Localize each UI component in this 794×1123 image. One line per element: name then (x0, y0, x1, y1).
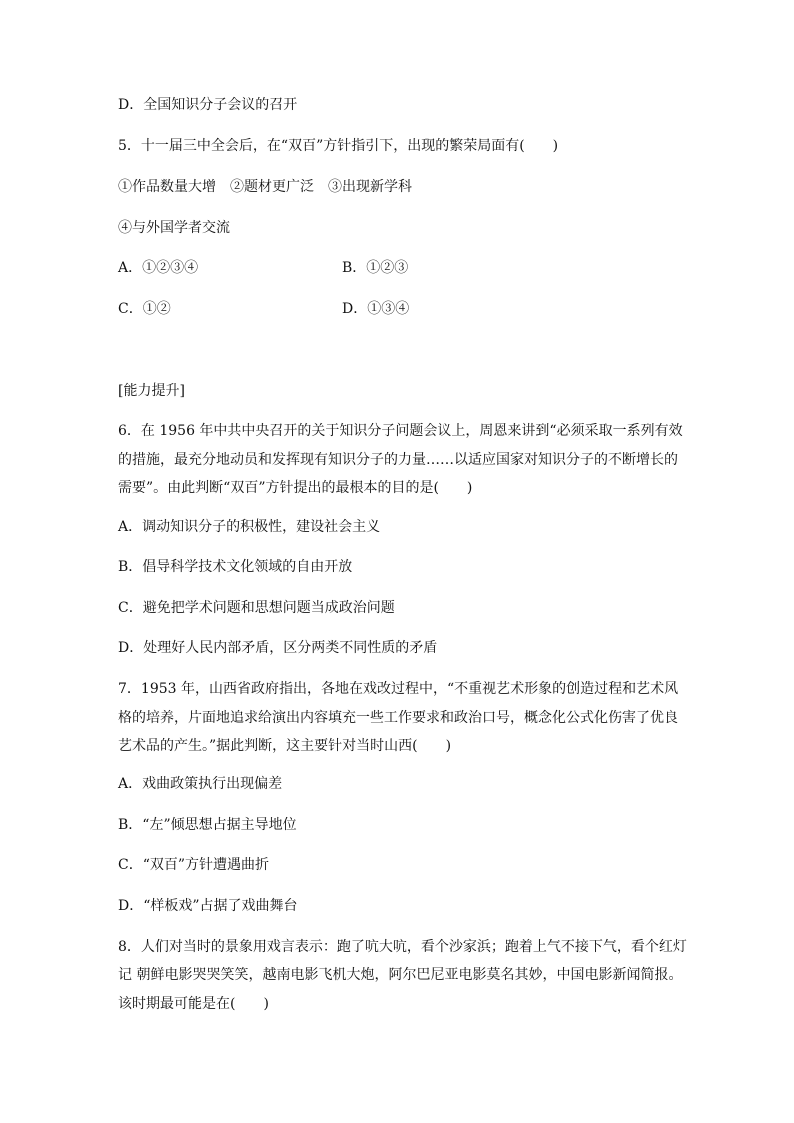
q6-stem-line3: 需要”。由此判断“双百”方针提出的最根本的目的是( ) (118, 480, 473, 496)
q7-option-b: B．“左”倾思想占据主导地位 (118, 817, 297, 833)
q5-option-a: A．①②③④ (118, 260, 199, 276)
q7-option-c: C．“双百”方针遭遇曲折 (118, 857, 270, 873)
q6-option-d: D．处理好人民内部矛盾，区分两类不同性质的矛盾 (118, 640, 438, 656)
q5-items-line1: ①作品数量大增 ②题材更广泛 ③出现新学科 (118, 179, 412, 195)
q5-option-b: B．①②③ (342, 260, 409, 276)
q6-option-a: A．调动知识分子的积极性，建设社会主义 (118, 519, 381, 535)
q6-option-b: B．倡导科学技术文化领域的自由开放 (118, 559, 353, 575)
q7-stem-line1: 7．1953 年，山西省政府指出，各地在戏改过程中，“不重视艺术形象的创造过程和艺术风 (118, 681, 679, 697)
q8-stem-line3: 该时期最可能是在( ) (118, 996, 269, 1012)
section-title: [能力提升] (118, 383, 185, 399)
q4-option-d: D．全国知识分子会议的召开 (118, 97, 298, 113)
q5-option-c: C．①② (118, 301, 171, 317)
q7-stem-line2: 格的培养，片面地追求给演出内容填充一些工作要求和政治口号，概念化公式化伤害了优良 (118, 710, 678, 726)
q8-stem-line2: 记 朝鲜电影哭哭笑笑，越南电影飞机大炮，阿尔巴尼亚电影莫名其妙，中国电影新闻简报。 (118, 967, 683, 983)
q7-option-d: D．“样板戏”占据了戏曲舞台 (118, 898, 298, 914)
q6-stem-line1: 6．在 1956 年中共中央召开的关于知识分子问题会议上，周恩来讲到“必须采取一系列有效 (118, 423, 683, 439)
q6-option-c: C．避免把学术问题和思想问题当成政治问题 (118, 600, 395, 616)
q7-option-a: A．戏曲政策执行出现偏差 (118, 776, 283, 792)
q5-option-d: D．①③④ (342, 301, 410, 317)
q5-stem: 5．十一届三中全会后，在“双百”方针指引下，出现的繁荣局面有( ) (118, 138, 559, 154)
q7-stem-line3: 艺术品的产生。”据此判断，这主要针对当时山西( ) (118, 738, 452, 754)
q8-stem-line1: 8．人们对当时的景象用戏言表示：跑了吭大吭，看个沙家浜；跑着上气不接下气，看个红灯 (118, 939, 687, 955)
q5-items-line2: ④与外国学者交流 (118, 220, 230, 236)
q6-stem-line2: 的措施，最充分地动员和发挥现有知识分子的力量……以适应国家对知识分子的不断增长的 (118, 452, 678, 468)
